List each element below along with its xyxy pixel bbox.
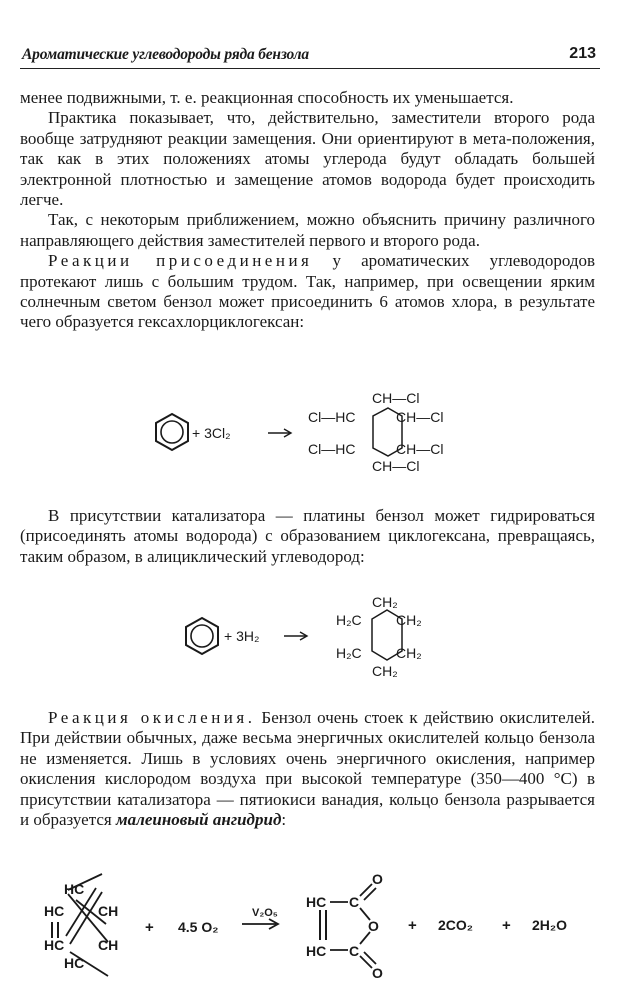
eq2-left-lower-group: H₂C [336,645,362,661]
page-number: 213 [569,45,596,62]
eq3-catalyst: V₂O₅ [252,907,278,919]
reaction-arrow-icon [284,632,307,640]
equation-maleic-anhydride [30,870,600,985]
eq2-left-upper-group: H₂C [336,612,362,628]
term-addition-reactions: Реакции присоединения [48,251,313,271]
eq3-prod-c-bottom: C [349,943,360,959]
reaction-arrow-icon [268,429,291,437]
equation-cyclohexane [180,590,440,685]
eq3-ch-low-right: CH [98,937,119,953]
eq3-prod-o-ring: O [368,918,379,934]
paragraph-4-rest: у ароматических углеводородов протекают лишь с большим трудом. Так, например, при освещении ярким солнечным светом бензол может присоединить 6 атомов хлора, в результате чего образуется гексахлорциклогексан: [20,251,596,332]
eq3-co2: 2CO₂ [438,917,474,933]
eq1-right-lower-group: CH—Cl [396,441,444,457]
paragraph-4 [20,251,595,333]
term-maleic-anhydride: малеиновый ангидрид [115,810,282,830]
eq3-plus-3: + [502,917,511,934]
eq2-right-upper-group: CH₂ [396,612,422,628]
term-oxidation-reaction: Реакция окисления. [48,708,256,727]
running-title: Ароматические углеводороды ряда бензола [22,46,309,63]
eq3-h2o: 2H₂O [532,917,568,933]
eq3-prod-hc-bottom: HC [306,943,327,959]
text-block-2 [20,506,595,567]
eq1-left-upper-group: Cl—HC [308,409,356,425]
eq3-plus-2: + [408,917,417,934]
page-header [20,44,600,69]
paragraph-6-rest: Бензол очень стоек к действию окислителей. При действии обычных, даже весьма энергичных окислителей кольцо бензола не изменяется. Лишь в условиях очень энергичного окисления, например окисления кислородом воздуха при высокой температуре (350—400 °С) в присутствии катализатора — пятиокиси ванадия, кольцо бензола разрывается и образуется [20,708,596,830]
eq1-left-lower-group: Cl—HC [308,441,356,457]
eq3-hc-low-left: HC [44,937,65,953]
eq3-oxygen: 4.5 O₂ [178,919,219,935]
eq1-reagent: + 3Cl₂ [192,425,231,441]
eq2-right-lower-group: CH₂ [396,645,422,661]
eq2-top-group: CH₂ [372,594,398,610]
eq2-bottom-group: CH₂ [372,663,398,679]
eq3-hc-bottom: HC [64,955,85,971]
paragraph-6-end: : [281,810,287,830]
text-block-3 [20,708,595,830]
eq3-plus-1: + [145,919,154,936]
eq1-bottom-group: CH—Cl [372,458,420,474]
eq3-prod-hc-top: HC [306,894,327,910]
eq3-prod-o-bottom: O [372,965,383,981]
eq1-right-upper-group: CH—Cl [396,409,444,425]
paragraph-5: В присутствии катализатора — платины бензол может гидрироваться (присоединять атомы водорода) с образованием циклогексана, превращаясь, таким образом, в алициклический углеводород: [20,506,595,566]
eq3-hc-top: HC [64,881,85,897]
eq3-hc-mid-left: HC [44,903,65,919]
eq2-reagent: + 3H₂ [224,628,260,644]
paragraph-1: менее подвижными, т. е. реакционная способность их уменьшается. [20,88,514,107]
eq1-top-group: CH—Cl [372,390,420,406]
text-block-1 [20,88,595,333]
eq3-prod-c-top: C [349,894,360,910]
reaction-arrow-icon [242,919,278,929]
equation-hexachlorocyclohexane [150,380,480,485]
benzene-ring-icon [186,618,218,654]
paragraph-3: Так, с некоторым приближением, можно объяснить причину различного направляющего действия заместителей первого и второго рода. [20,210,595,250]
paragraph-2: Практика показывает, что, действительно, заместители второго рода вообще затрудняют реакции замещения. Они ориентируют в мета-положения, так как в этих положениях атомы углерода будут обладать большей электронной плотностью и замещение атомов водорода будет происходить легче. [20,108,595,210]
paragraph-6 [20,708,595,830]
eq3-prod-o-top: O [372,871,383,887]
eq3-ch-mid-right: CH [98,903,119,919]
benzene-ring-icon [156,414,188,450]
